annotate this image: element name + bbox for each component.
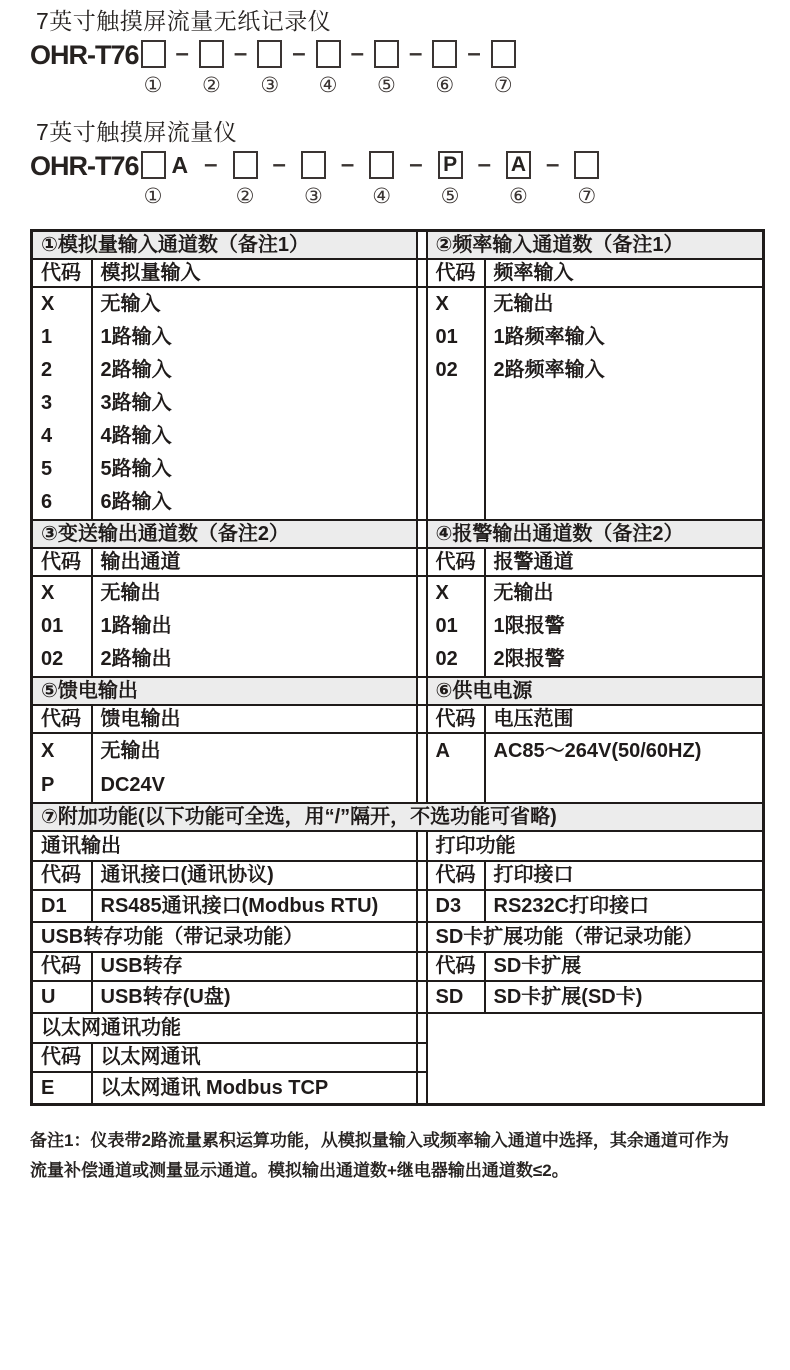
code-header: 代码 [32,1043,92,1072]
position-label: ⑦ [493,74,513,97]
model-slot-2 [199,40,224,97]
dash-separator: – [292,40,306,67]
option-box [141,151,166,179]
option-label: 2路频率输入 [493,359,605,381]
ethernet-subheader: 以太网通讯功能 [32,1013,417,1043]
code-header: 代码 [32,952,92,981]
option-label: 1路输出 [100,615,172,637]
option-label: 6路输入 [100,491,172,513]
code-value: 1 [41,326,53,348]
dash-separator: – [175,40,189,67]
model-slot-4 [369,151,394,208]
section5-descs [92,733,417,803]
usb-col-header: USB转存 [92,952,417,981]
comm-col-header: 通讯接口(通讯协议) [92,861,417,890]
print-subheader: 打印功能 [427,831,764,861]
option-box [199,40,224,68]
section4-col-header: 报警通道 [485,548,764,576]
dash-separator: – [408,40,423,67]
code-value: X [41,740,55,762]
position-label: ⑥ [435,74,455,97]
option-box [369,151,394,179]
model-slot-3 [257,40,282,97]
model-code-recorder [30,40,790,97]
option-box [301,151,326,179]
section6-codes [427,733,485,803]
sd-col-header: SD卡扩展 [485,952,764,981]
model-slot-3 [301,151,326,208]
subhead-row-comm-print [32,831,764,861]
usb-desc: USB转存(U盘) [92,981,417,1013]
option-label: 无输入 [100,293,161,315]
code-value: X [41,293,55,315]
position-label: ⑤ [377,74,396,97]
ordering-spec-table [30,229,765,1106]
data-row-comm-print [32,890,764,922]
dash-separator: – [409,151,423,178]
dash-separator: – [467,40,481,67]
option-label: 2限报警 [493,648,565,670]
comm-desc: RS485通讯接口(Modbus RTU) [92,890,417,922]
dash-separator: – [545,151,560,178]
code-value: 3 [41,392,53,414]
model-slot-5 [438,151,463,208]
footnote-line-1: 备注1：仪表带2路流量累积运算功能，从模拟量输入或频率输入通道中选择，其余通道可作为 [30,1131,729,1150]
position-label: ④ [372,185,392,208]
ethernet-code: E [32,1072,92,1105]
print-code: D3 [427,890,485,922]
code-header: 代码 [427,548,485,576]
data-row-3-4 [32,576,764,677]
code-value: 02 [41,648,64,670]
col-header-row-3-4 [32,548,764,576]
section2-title: ②频率输入通道数（备注1） [427,231,764,260]
fixed-suffix-a: A [171,152,189,178]
dash-separator: – [204,151,218,178]
code-value: 01 [435,615,458,637]
section1-codes [32,287,92,520]
model-slot-7 [574,151,599,208]
code-value: 6 [41,491,53,513]
option-label: 无输出 [100,582,161,604]
ethernet-col-header: 以太网通讯 [92,1043,417,1072]
data-row-1-2 [32,287,764,520]
ethernet-desc: 以太网通讯 Modbus TCP [92,1072,417,1105]
code-header: 代码 [32,861,92,890]
mid-divider [417,952,427,981]
model-slot-2 [233,151,258,208]
section4-title: ④报警输出通道数（备注2） [427,520,764,548]
code-value: 02 [435,359,458,381]
section4-codes [427,576,485,677]
mid-divider [417,231,427,260]
code-value: X [41,582,55,604]
option-label: 无输出 [493,582,554,604]
sd-subheader: SD卡扩展功能（带记录功能） [427,922,764,952]
model-slot-5 [374,40,399,97]
code-value: 5 [41,458,53,480]
option-label: 1路输入 [100,326,172,348]
code-value: X [435,582,449,604]
position-label: ③ [260,74,280,97]
model-slot-6 [506,151,531,208]
section7-title: ⑦附加功能(以下功能可全选，用“/”隔开，不选功能可省略) [32,803,764,831]
position-label: ① [143,185,163,208]
code-header: 代码 [32,259,92,287]
mid-divider [417,733,427,803]
print-col-header: 打印接口 [485,861,764,890]
option-box [574,151,599,179]
col-header-row-5-6 [32,705,764,733]
section2-codes [427,287,485,520]
section-title-row-7 [32,803,764,831]
option-box-a: A [506,151,531,179]
dash-separator: – [233,40,248,67]
code-value: 4 [41,425,53,447]
code-value: 2 [41,359,53,381]
option-label: 5路输入 [100,458,172,480]
option-box [233,151,258,179]
data-row-usb-sd [32,981,764,1013]
usb-subheader: USB转存功能（带记录功能） [32,922,417,952]
code-header: 代码 [427,861,485,890]
code-header: 代码 [427,705,485,733]
code-header: 代码 [32,705,92,733]
section5-codes [32,733,92,803]
mid-divider [417,259,427,287]
option-label: 2路输入 [100,359,172,381]
section1-title: ①模拟量输入通道数（备注1） [32,231,417,260]
option-box [491,40,516,68]
code-value: P [41,774,55,796]
option-label: AC85～264V(50/60HZ) [493,740,702,762]
usb-code: U [32,981,92,1013]
mid-divider [417,981,427,1013]
section3-col-header: 输出通道 [92,548,417,576]
mid-divider [417,705,427,733]
option-label: 1路频率输入 [493,326,605,348]
section3-title: ③变送输出通道数（备注2） [32,520,417,548]
code-value: 01 [435,326,458,348]
mid-divider [417,677,427,705]
option-label: DC24V [100,774,165,796]
model-slot-4 [316,40,341,97]
position-label: ⑥ [509,185,528,208]
option-box [257,40,282,68]
footnote-remark1 [30,1126,745,1186]
data-row-5-6 [32,733,764,803]
section-title-row-3-4 [32,520,764,548]
dash-separator: – [350,40,364,67]
option-box [141,40,166,68]
dash-separator: – [340,151,355,178]
option-box [374,40,399,68]
option-label: 无输出 [100,740,161,762]
dash-separator: – [272,151,286,178]
empty-cell [427,1013,764,1105]
code-header: 代码 [32,548,92,576]
sd-code: SD [427,981,485,1013]
section6-title: ⑥供电电源 [427,677,764,705]
section2-col-header: 频率输入 [485,259,764,287]
position-label: ⑦ [577,185,597,208]
position-label: ② [201,74,221,97]
subhead-row-usb-sd [32,922,764,952]
mid-divider [417,861,427,890]
model-slot-6 [432,40,457,97]
option-label: 3路输入 [100,392,172,414]
section3-descs [92,576,417,677]
model-slot-7 [491,40,516,97]
col-header-row-usb-sd [32,952,764,981]
mid-divider [417,548,427,576]
code-header: 代码 [427,952,485,981]
comm-code: D1 [32,890,92,922]
page-title-meter: 7英寸触摸屏流量仪 [36,119,238,145]
option-label: 2路输出 [100,648,172,670]
section3-codes [32,576,92,677]
section6-descs [485,733,764,803]
position-label: ③ [303,185,323,208]
position-label: ② [235,185,255,208]
option-label: 4路输入 [100,425,172,447]
code-value: 01 [41,615,64,637]
section5-title: ⑤馈电输出 [32,677,417,705]
footnote-line-2: 流量补偿通道或测量显示通道。模拟输出通道数+继电器输出通道数≤2。 [30,1161,569,1180]
mid-divider [417,890,427,922]
code-value: 02 [435,648,458,670]
position-label: ① [143,74,163,97]
mid-divider [417,831,427,861]
mid-divider [417,1043,427,1072]
option-label: 1限报警 [493,615,565,637]
col-header-row-1-2 [32,259,764,287]
section6-col-header: 电压范围 [485,705,764,733]
position-label: ④ [318,74,338,97]
code-value: A [435,740,450,762]
position-label: ⑤ [440,185,460,208]
comm-subheader: 通讯输出 [32,831,417,861]
option-label: 无输出 [493,293,554,315]
page-title-recorder: 7英寸触摸屏流量无纸记录仪 [36,8,332,34]
model-prefix: OHR-T76 [30,40,139,70]
mid-divider [417,922,427,952]
mid-divider [417,287,427,520]
option-box [316,40,341,68]
dash-separator: – [477,151,491,178]
sd-desc: SD卡扩展(SD卡) [485,981,764,1013]
mid-divider [417,1013,427,1043]
subhead-row-ethernet [32,1013,764,1043]
section4-descs [485,576,764,677]
model-code-meter [30,151,790,208]
model-prefix: OHR-T76 [30,151,139,181]
code-header: 代码 [427,259,485,287]
section5-col-header: 馈电输出 [92,705,417,733]
print-desc: RS232C打印接口 [485,890,764,922]
section-title-row-1-2 [32,231,764,260]
mid-divider [417,576,427,677]
section1-descs [92,287,417,520]
col-header-row-comm-print [32,861,764,890]
section1-col-header: 模拟量输入 [92,259,417,287]
option-box-p: P [438,151,463,179]
section-title-row-5-6 [32,677,764,705]
mid-divider [417,1072,427,1105]
option-box [432,40,457,68]
model-slot-1 [141,151,166,208]
code-value: X [435,293,449,315]
section2-descs [485,287,764,520]
model-slot-1 [141,40,166,97]
mid-divider [417,520,427,548]
